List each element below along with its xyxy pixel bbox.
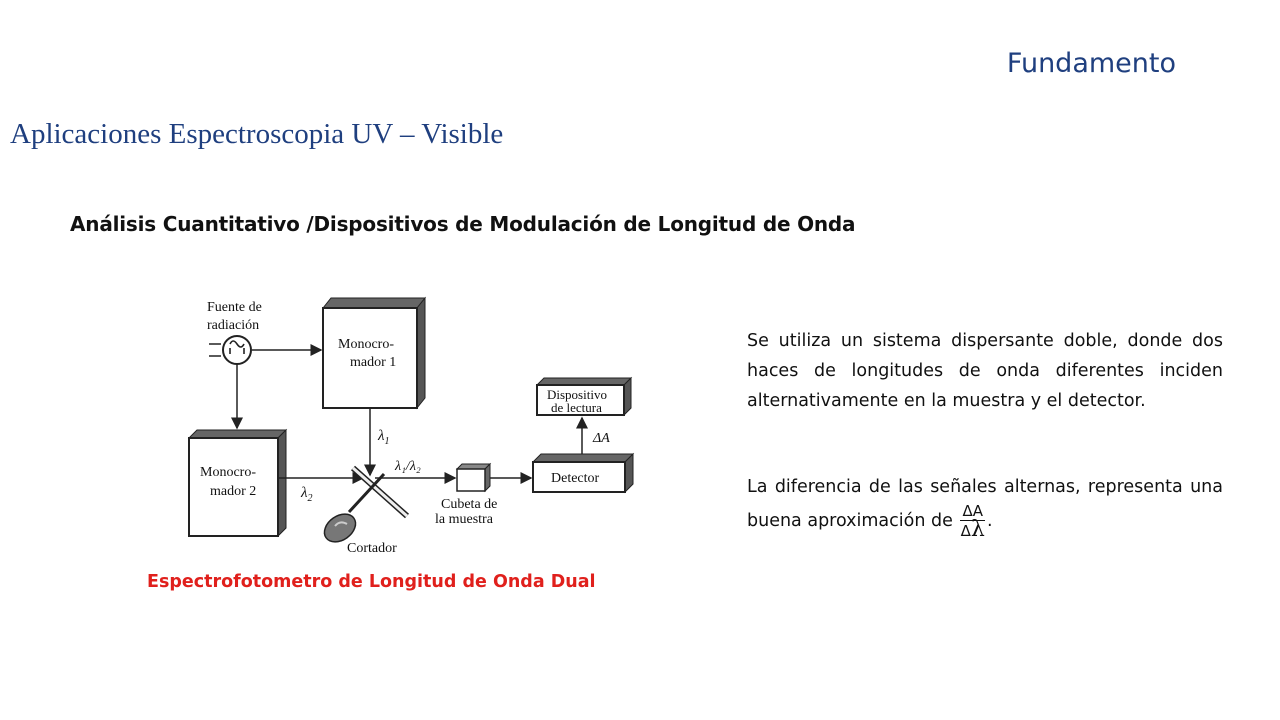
paragraph-2-text: La diferencia de las señales alternas, representa una buena aproximación de [747, 477, 1223, 531]
lambda-1-2-label: λ₁/λ₂ [395, 459, 421, 474]
fraction-denominator: Δλ [960, 517, 985, 542]
delta-a-over-delta-lambda-fraction [960, 502, 985, 540]
monochromator-1-box [323, 298, 425, 408]
readout-label-line1: Dispositivo [547, 387, 607, 402]
readout-label-line2: de lectura [551, 400, 602, 415]
monochromator-1-line2: mador 1 [350, 355, 397, 370]
chopper-label: Cortador [347, 541, 397, 556]
diagram-caption: Espectrofotometro de Longitud de Onda Dual [147, 572, 596, 592]
delta-a-label: ΔA [593, 431, 610, 446]
sample-cuvette-icon [457, 464, 490, 491]
chopper-icon [319, 468, 407, 548]
cuvette-label-line1: Cubeta de [441, 497, 498, 512]
description-paragraph-1: Se utiliza un sistema dispersante doble, donde dos haces de longitudes de onda diferentes inciden alternativamente en la muestra y el detector. [747, 331, 1223, 411]
lambda-2-label: $\lambda_2$ [301, 485, 313, 504]
source-label-line1: Fuente de [207, 300, 262, 315]
slide-title: Aplicaciones Espectroscopia UV – Visible [10, 118, 504, 150]
dual-wavelength-diagram [185, 290, 655, 558]
monochromator-2-line2: mador 2 [210, 484, 257, 499]
radiation-source-icon [209, 336, 251, 364]
lambda-1-label: $\lambda_1$ [378, 428, 390, 447]
monochromator-2-box [189, 430, 286, 536]
section-tag: Fundamento [1006, 48, 1176, 79]
cuvette-label-line2: la muestra [435, 512, 493, 527]
slide-subtitle: Análisis Cuantitativo /Dispositivos de Modulación de Longitud de Onda [70, 212, 856, 236]
description-paragraph-2 [747, 472, 1223, 540]
monochromator-2-line1: Monocro- [200, 465, 256, 480]
fraction-numerator: ΔA [962, 502, 983, 520]
detector-label: Detector [551, 471, 600, 486]
source-label-line2: radiación [207, 318, 260, 333]
monochromator-1-line1: Monocro- [338, 337, 394, 352]
paragraph-2-period: . [986, 511, 993, 531]
